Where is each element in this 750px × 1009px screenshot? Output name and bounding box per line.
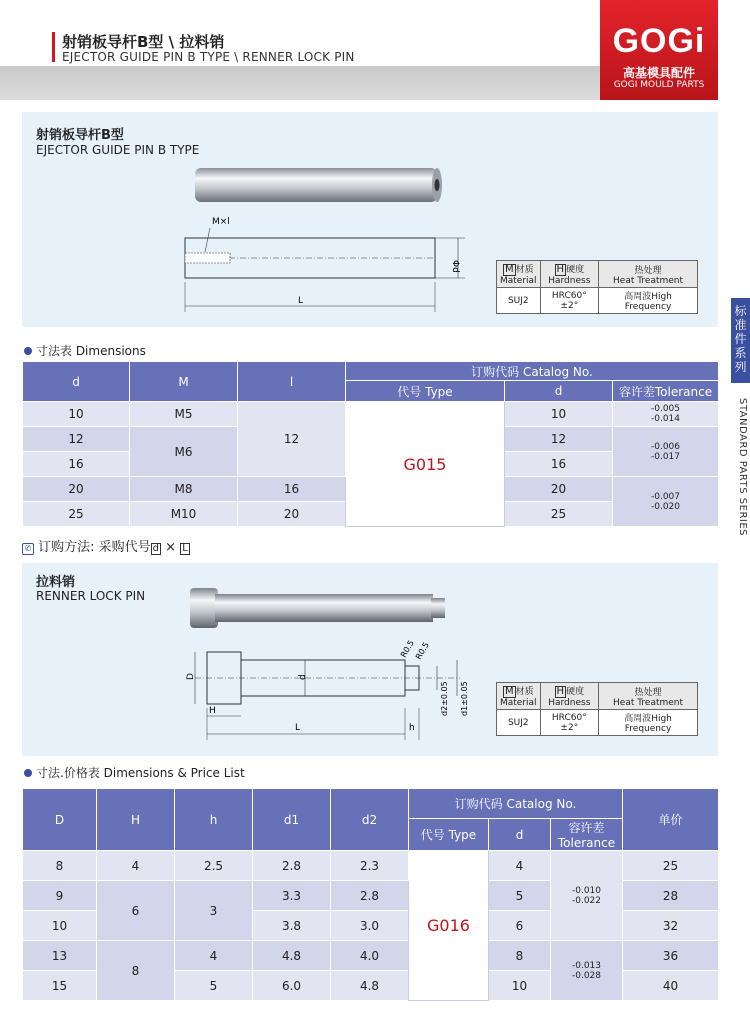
spec-hardness-head: H 硬度 Hardness <box>540 683 599 710</box>
pin-shank-photo <box>215 594 433 622</box>
page-title-cn: 射销板导杆B型 \ 拉料销 <box>62 33 225 51</box>
label-L: L <box>295 723 301 733</box>
cell-m: M8 <box>130 477 238 502</box>
cell-l: 16 <box>238 477 346 502</box>
cell-d1: 6.0 <box>253 971 331 1001</box>
th-cd: d <box>505 381 613 402</box>
label-r05b: R0.5 <box>413 640 431 661</box>
cell-d2: 4.0 <box>331 941 409 971</box>
spec-hardness: HRC60°±2° <box>540 710 599 736</box>
label-H: H <box>209 706 216 716</box>
table-row: 16 <box>23 452 130 477</box>
th-price: 单价 <box>623 789 719 851</box>
cell-m: M5 <box>130 402 238 427</box>
cell-tol-1: -0.010 -0.022 <box>551 851 623 941</box>
table-row: 12 <box>23 427 130 452</box>
cell-cd: 12 <box>505 427 613 452</box>
th-type: 代号 Type <box>346 381 505 402</box>
cell-type <box>346 402 505 527</box>
label-h: h <box>409 723 415 733</box>
cell-cd: 25 <box>505 502 613 527</box>
cell-l-merged: 12 <box>238 402 346 477</box>
dim2-heading: 寸法.价格表 Dimensions & Price List <box>24 764 245 781</box>
cell-d1: 2.8 <box>253 851 331 881</box>
table-row: 20 <box>23 477 130 502</box>
pin-photo <box>195 168 437 202</box>
spec-material-head: M 材质 Material <box>497 683 541 710</box>
order-l-box: L <box>182 543 188 554</box>
sec2-title-cn: 拉料销 <box>36 575 76 590</box>
type-code: G015 <box>403 454 447 474</box>
cell-d1: 3.8 <box>253 911 331 941</box>
label-mxl: M×l <box>212 217 230 227</box>
label-r05a: R0.5 <box>398 638 416 659</box>
cell-tol-2: -0.006 -0.017 <box>613 427 719 477</box>
spec-hardness: HRC60°±2° <box>540 288 599 314</box>
spec-heat: 高周波High Frequency <box>599 710 698 736</box>
cell-cd: 10 <box>505 402 613 427</box>
brand-logo <box>600 0 718 100</box>
cell-d: 4 <box>489 851 551 881</box>
th-H: H <box>97 789 175 851</box>
spec-heat-head: 热处理 Heat Treatment <box>599 683 698 710</box>
th-catalog: 订购代码 Catalog No. <box>409 789 623 819</box>
cell-type <box>409 851 489 1001</box>
cell-m: M10 <box>130 502 238 527</box>
th-l: l <box>238 362 346 402</box>
page-title-en: EJECTOR GUIDE PIN B TYPE \ RENNER LOCK PIN <box>62 50 355 64</box>
cell-d2: 2.8 <box>331 881 409 911</box>
cell-H-merged: 8 <box>97 941 175 1001</box>
table-row: 10 <box>23 402 130 427</box>
table-row: 25 <box>23 502 130 527</box>
cell-d1: 4.8 <box>253 941 331 971</box>
cell-price: 32 <box>623 911 719 941</box>
sec1-title-en: EJECTOR GUIDE PIN B TYPE <box>36 143 200 157</box>
cell-price: 28 <box>623 881 719 911</box>
cell-d1: 3.3 <box>253 881 331 911</box>
type-code: G016 <box>427 916 470 935</box>
th-m: M <box>130 362 238 402</box>
ejector-pin-drawing <box>180 160 480 320</box>
cell-d: 6 <box>489 911 551 941</box>
cell-m-merged: M6 <box>130 427 238 477</box>
dim2-table <box>22 788 719 1001</box>
bullet-icon <box>24 347 32 355</box>
logo-en: GOGI MOULD PARTS <box>613 80 705 90</box>
spec-material-head: M 材质 Material <box>497 261 541 288</box>
th-tol: 容许差Tolerance <box>613 381 719 402</box>
dim1-table <box>22 361 719 527</box>
sec2-title-en: RENNER LOCK PIN <box>36 589 146 603</box>
order-label: 订购方法: 采购代号 <box>38 540 151 555</box>
th-catalog: 订购代码 Catalog No. <box>346 362 719 381</box>
cell-h: 5 <box>175 971 253 1001</box>
spec-heat: 高周波High Frequency <box>599 288 698 314</box>
label-phi-d: Φd <box>450 260 460 273</box>
bullet-icon <box>24 769 32 777</box>
spec-material: SUJ2 <box>497 288 541 314</box>
label-L: L <box>298 296 304 306</box>
sec1-title-cn: 射销板导杆B型 <box>36 128 124 143</box>
cell-price: 36 <box>623 941 719 971</box>
sec1-spec-table <box>496 260 698 314</box>
cell-d2: 4.8 <box>331 971 409 1001</box>
renner-pin-drawing <box>175 580 480 750</box>
cell-h: 2.5 <box>175 851 253 881</box>
phone-icon: ✆ <box>22 543 34 555</box>
cell-d: 5 <box>489 881 551 911</box>
cell-tol-1: -0.005 -0.014 <box>613 402 719 427</box>
cell-cd: 20 <box>505 477 613 502</box>
label-d1: d1±0.05 <box>460 681 469 716</box>
order-times: × <box>165 540 177 555</box>
cell-tol-3: -0.007 -0.020 <box>613 477 719 527</box>
table-row: 10 <box>23 911 97 941</box>
label-d2: d2±0.05 <box>440 681 449 716</box>
cell-d2: 3.0 <box>331 911 409 941</box>
cell-h-merged: 3 <box>175 881 253 941</box>
order-method <box>22 536 190 555</box>
dim1-heading: 寸法表 Dimensions <box>24 342 146 359</box>
cell-H: 4 <box>97 851 175 881</box>
th-tol: 容许差 Tolerance <box>551 819 623 851</box>
th-d1: d1 <box>253 789 331 851</box>
table-row: 13 <box>23 941 97 971</box>
table-row: 9 <box>23 881 97 911</box>
logo-cn: 高基模具配件 <box>622 66 695 80</box>
cell-tol-2: -0.013 -0.028 <box>551 941 623 1001</box>
order-d-box: d <box>152 543 160 554</box>
sec2-spec-table <box>496 682 698 736</box>
spec-hardness-head: H 硬度 Hardness <box>540 261 599 288</box>
pin-head-photo <box>190 588 218 628</box>
th-d: d <box>23 362 130 402</box>
spec-heat-head: 热处理 Heat Treatment <box>599 261 698 288</box>
cell-l: 20 <box>238 502 346 527</box>
th-type: 代号 Type <box>409 819 489 851</box>
cell-d: 8 <box>489 941 551 971</box>
cell-cd: 16 <box>505 452 613 477</box>
th-d: d <box>489 819 551 851</box>
cell-price: 25 <box>623 851 719 881</box>
header-band <box>0 66 600 100</box>
logo-wordmark: GOGi <box>612 22 706 60</box>
th-d2: d2 <box>331 789 409 851</box>
side-tab-cn: 标准件系列 <box>731 298 750 383</box>
cell-h: 4 <box>175 941 253 971</box>
table-row: 15 <box>23 971 97 1001</box>
cell-H-merged: 6 <box>97 881 175 941</box>
table-row: 8 <box>23 851 97 881</box>
th-h: h <box>175 789 253 851</box>
label-D: D <box>186 673 196 680</box>
th-D: D <box>23 789 97 851</box>
cell-d: 10 <box>489 971 551 1001</box>
title-accent-bar <box>52 32 55 62</box>
spec-material: SUJ2 <box>497 710 541 736</box>
label-d: d <box>298 674 308 680</box>
cell-price: 40 <box>623 971 719 1001</box>
cell-d2: 2.3 <box>331 851 409 881</box>
side-tab-en: STANDARD PARTS SERIES <box>737 398 748 537</box>
